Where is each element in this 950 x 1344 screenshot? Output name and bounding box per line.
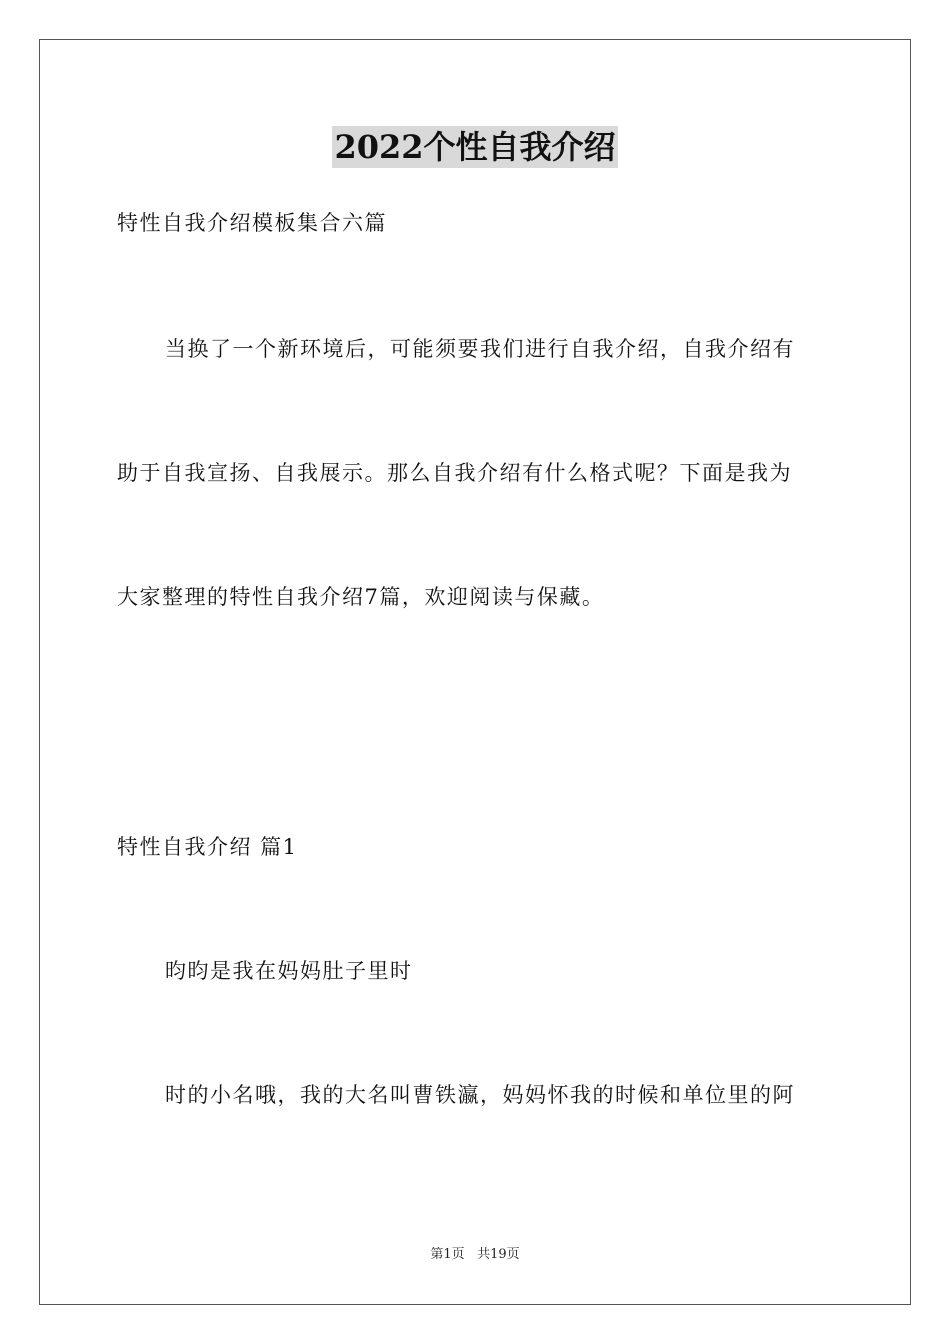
section-line-1: 昀昀是我在妈妈肚子里时 <box>165 959 413 983</box>
intro-line-1: 当换了一个新环境后，可能须要我们进行自我介绍，自我介绍有 <box>165 337 795 361</box>
intro-line-2: 助于自我宣扬、自我展示。那么自我介绍有什么格式呢？下面是我为 <box>117 461 792 485</box>
section-line-2: 时的小名哦，我的大名叫曹铁瀛，妈妈怀我的时候和单位里的阿 <box>165 1083 795 1107</box>
page-number: 第1页 <box>430 1247 465 1262</box>
page-footer <box>0 1246 950 1264</box>
intro-line-3: 大家整理的特性自我介绍7篇，欢迎阅读与保藏。 <box>117 585 605 609</box>
document-subtitle: 特性自我介绍模板集合六篇 <box>117 211 387 235</box>
title-container <box>0 126 950 168</box>
document-title: 2022个性自我介绍 <box>334 128 616 166</box>
section-heading: 特性自我介绍 篇1 <box>117 835 298 859</box>
page-total: 共19页 <box>477 1247 520 1262</box>
